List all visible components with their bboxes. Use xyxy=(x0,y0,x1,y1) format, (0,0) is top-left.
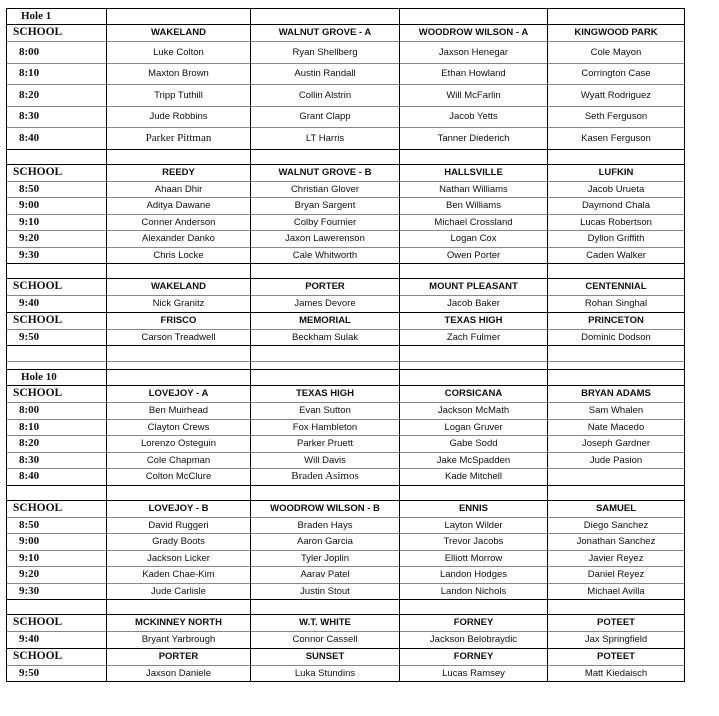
empty-cell xyxy=(251,264,400,279)
empty-cell xyxy=(548,485,685,500)
tee-time: 9:20 xyxy=(7,567,107,584)
empty-cell xyxy=(7,600,107,615)
tee-time-sheet xyxy=(6,8,685,682)
hole-title-row xyxy=(7,370,685,386)
tee-time: 8:30 xyxy=(7,452,107,469)
hole-title: Hole 10 xyxy=(7,370,107,386)
empty-cell xyxy=(107,485,251,500)
school-header-row xyxy=(7,386,685,403)
tee-time: 9:40 xyxy=(7,632,107,649)
player-name: Jonathan Sanchez xyxy=(548,534,685,551)
school-header-row xyxy=(7,312,685,329)
player-name: Daniel Reyez xyxy=(548,567,685,584)
school-name: SAMUEL xyxy=(548,500,685,517)
tee-time: 8:50 xyxy=(7,517,107,534)
player-name: Jacob Yetts xyxy=(400,106,548,128)
school-label: SCHOOL xyxy=(7,312,107,329)
player-name: Jax Springfield xyxy=(548,632,685,649)
player-name: Jude Robbins xyxy=(107,106,251,128)
player-name: Collin Alstrin xyxy=(251,85,400,107)
player-name: Michael Avilla xyxy=(548,583,685,600)
empty-cell xyxy=(107,370,251,386)
player-name: Alexander Danko xyxy=(107,231,251,248)
school-name: LOVEJOY - A xyxy=(107,386,251,403)
school-label: SCHOOL xyxy=(7,279,107,296)
empty-cell xyxy=(548,9,685,25)
tee-time: 8:00 xyxy=(7,403,107,420)
school-name: MCKINNEY NORTH xyxy=(107,615,251,632)
empty-cell xyxy=(548,600,685,615)
player-name: Jaxson Daniele xyxy=(107,665,251,682)
player-name: Grant Clapp xyxy=(251,106,400,128)
empty-cell xyxy=(548,149,685,164)
player-name: David Ruggeri xyxy=(107,517,251,534)
player-name: Sam Whalen xyxy=(548,403,685,420)
player-name: Carson Treadwell xyxy=(107,329,251,346)
player-name: Clayton Crews xyxy=(107,419,251,436)
tee-time: 9:00 xyxy=(7,198,107,215)
player-name: Kade Mitchell xyxy=(400,469,548,486)
tee-time-row xyxy=(7,198,685,215)
school-name: PRINCETON xyxy=(548,312,685,329)
school-name: POTEET xyxy=(548,615,685,632)
tee-time-row xyxy=(7,550,685,567)
empty-cell xyxy=(7,346,107,362)
spacer-row xyxy=(7,346,685,362)
player-name: Gabe Sodd xyxy=(400,436,548,453)
school-name: W.T. WHITE xyxy=(251,615,400,632)
player-name: Lucas Ramsey xyxy=(400,665,548,682)
player-name: Maxton Brown xyxy=(107,63,251,85)
tee-time-row xyxy=(7,534,685,551)
school-name: SUNSET xyxy=(251,648,400,665)
player-name: Nick Granitz xyxy=(107,296,251,313)
player-name: Colton McClure xyxy=(107,469,251,486)
player-name: Landon Hodges xyxy=(400,567,548,584)
player-name: Justin Stout xyxy=(251,583,400,600)
player-name: Jacob Urueta xyxy=(548,181,685,198)
player-name: Cole Mayon xyxy=(548,42,685,64)
empty-cell xyxy=(107,9,251,25)
school-name: WAKELAND xyxy=(107,25,251,42)
player-name: Ben Muirhead xyxy=(107,403,251,420)
player-name: Ryan Shellberg xyxy=(251,42,400,64)
player-name: Luka Stundins xyxy=(251,665,400,682)
tee-time: 8:40 xyxy=(7,469,107,486)
empty-cell xyxy=(107,362,251,370)
tee-time-row xyxy=(7,436,685,453)
empty-cell xyxy=(107,149,251,164)
empty-cell xyxy=(107,346,251,362)
player-name: Parker Pittman xyxy=(107,128,251,150)
tee-time: 9:10 xyxy=(7,214,107,231)
tee-time: 8:20 xyxy=(7,436,107,453)
empty-cell xyxy=(548,370,685,386)
empty-cell xyxy=(400,362,548,370)
player-name: Jackson Licker xyxy=(107,550,251,567)
player-name: Logan Gruver xyxy=(400,419,548,436)
school-name: PORTER xyxy=(251,279,400,296)
player-name: Chris Locke xyxy=(107,247,251,264)
tee-time: 8:00 xyxy=(7,42,107,64)
tee-time-row xyxy=(7,665,685,682)
school-header-row xyxy=(7,648,685,665)
player-name: Braden Asimos xyxy=(251,469,400,486)
tee-time: 9:00 xyxy=(7,534,107,551)
empty-cell xyxy=(7,485,107,500)
empty-cell xyxy=(400,370,548,386)
player-name: Aditya Dawane xyxy=(107,198,251,215)
player-name: Cale Whitworth xyxy=(251,247,400,264)
school-name: WOODROW WILSON - A xyxy=(400,25,548,42)
player-name: Jackson Belobraydic xyxy=(400,632,548,649)
player-name: Jackson McMath xyxy=(400,403,548,420)
player-name: Corrington Case xyxy=(548,63,685,85)
player-name: Daymond Chala xyxy=(548,198,685,215)
school-name: ENNIS xyxy=(400,500,548,517)
player-name: Tanner Diederich xyxy=(400,128,548,150)
player-name: Kaden Chae-Kim xyxy=(107,567,251,584)
school-name: FORNEY xyxy=(400,648,548,665)
player-name: Braden Hays xyxy=(251,517,400,534)
tee-time: 9:10 xyxy=(7,550,107,567)
player-name: Matt Kiedaisch xyxy=(548,665,685,682)
empty-cell xyxy=(251,370,400,386)
school-name: LOVEJOY - B xyxy=(107,500,251,517)
tee-time-row xyxy=(7,63,685,85)
player-name: Michael Crossland xyxy=(400,214,548,231)
player-name: Owen Porter xyxy=(400,247,548,264)
player-name: Rohan Singhal xyxy=(548,296,685,313)
player-name: Beckham Sulak xyxy=(251,329,400,346)
empty-cell xyxy=(251,485,400,500)
tee-time-row xyxy=(7,469,685,486)
school-name: CENTENNIAL xyxy=(548,279,685,296)
school-name: MOUNT PLEASANT xyxy=(400,279,548,296)
hole-title: Hole 1 xyxy=(7,9,107,25)
empty-cell xyxy=(548,362,685,370)
tee-time-row xyxy=(7,231,685,248)
player-name: James Devore xyxy=(251,296,400,313)
player-name: Kasen Ferguson xyxy=(548,128,685,150)
tee-time: 9:30 xyxy=(7,247,107,264)
player-name: Javier Reyez xyxy=(548,550,685,567)
player-name: Tripp Tuthill xyxy=(107,85,251,107)
player-name: Bryant Yarbrough xyxy=(107,632,251,649)
empty-cell xyxy=(400,346,548,362)
tee-time: 8:10 xyxy=(7,419,107,436)
tee-time: 8:20 xyxy=(7,85,107,107)
tee-time: 9:50 xyxy=(7,665,107,682)
player-name: Connor Cassell xyxy=(251,632,400,649)
school-header-row xyxy=(7,615,685,632)
school-header-row xyxy=(7,164,685,181)
empty-cell xyxy=(7,264,107,279)
tee-time-row xyxy=(7,106,685,128)
player-name: Diego Sanchez xyxy=(548,517,685,534)
tee-time: 8:10 xyxy=(7,63,107,85)
school-header-row xyxy=(7,25,685,42)
empty-cell xyxy=(251,600,400,615)
tee-time: 8:40 xyxy=(7,128,107,150)
player-name: Elliott Morrow xyxy=(400,550,548,567)
player-name: Ben Williams xyxy=(400,198,548,215)
empty-cell xyxy=(400,149,548,164)
player-name: Tyler Joplin xyxy=(251,550,400,567)
empty-cell xyxy=(400,9,548,25)
player-name: Nate Macedo xyxy=(548,419,685,436)
player-name: Landon Nichols xyxy=(400,583,548,600)
player-name: Austin Randall xyxy=(251,63,400,85)
tee-time-row xyxy=(7,632,685,649)
player-name: Grady Boots xyxy=(107,534,251,551)
tee-time-row xyxy=(7,214,685,231)
empty-cell xyxy=(107,600,251,615)
player-name: Will Davis xyxy=(251,452,400,469)
school-name: REEDY xyxy=(107,164,251,181)
tee-time-row xyxy=(7,419,685,436)
player-name: Joseph Gardner xyxy=(548,436,685,453)
empty-cell xyxy=(251,362,400,370)
player-name: Aarav Patel xyxy=(251,567,400,584)
empty-cell xyxy=(400,264,548,279)
player-name: Logan Cox xyxy=(400,231,548,248)
player-name: Colby Fournier xyxy=(251,214,400,231)
hole-title-row xyxy=(7,9,685,25)
empty-cell xyxy=(251,149,400,164)
school-name: FRISCO xyxy=(107,312,251,329)
school-header-row xyxy=(7,279,685,296)
tee-time: 9:50 xyxy=(7,329,107,346)
school-name: WALNUT GROVE - A xyxy=(251,25,400,42)
player-name: Seth Ferguson xyxy=(548,106,685,128)
empty-cell xyxy=(107,264,251,279)
tee-time: 9:20 xyxy=(7,231,107,248)
player-name: Cole Chapman xyxy=(107,452,251,469)
empty-cell xyxy=(251,346,400,362)
player-name: Will McFarlin xyxy=(400,85,548,107)
player-name: Trevor Jacobs xyxy=(400,534,548,551)
player-name: Jude Pasion xyxy=(548,452,685,469)
school-name: WOODROW WILSON - B xyxy=(251,500,400,517)
school-label: SCHOOL xyxy=(7,25,107,42)
school-name: KINGWOOD PARK xyxy=(548,25,685,42)
tee-time-row xyxy=(7,42,685,64)
player-name: Evan Sutton xyxy=(251,403,400,420)
tee-time-row xyxy=(7,403,685,420)
player-name: Lorenzo Osteguin xyxy=(107,436,251,453)
player-name: Zach Fulmer xyxy=(400,329,548,346)
spacer-row xyxy=(7,149,685,164)
school-name: TEXAS HIGH xyxy=(251,386,400,403)
tee-time-row xyxy=(7,247,685,264)
player-name: Parker Pruett xyxy=(251,436,400,453)
empty-cell xyxy=(400,600,548,615)
tee-time-row xyxy=(7,296,685,313)
tee-time-row xyxy=(7,452,685,469)
player-name: LT Harris xyxy=(251,128,400,150)
player-name: Dyllon Griffith xyxy=(548,231,685,248)
player-name: Luke Colton xyxy=(107,42,251,64)
tee-time: 9:30 xyxy=(7,583,107,600)
spacer-row xyxy=(7,362,685,370)
school-name: HALLSVILLE xyxy=(400,164,548,181)
player-name: Jake McSpadden xyxy=(400,452,548,469)
empty-cell xyxy=(400,485,548,500)
school-name: LUFKIN xyxy=(548,164,685,181)
school-header-row xyxy=(7,500,685,517)
school-name: PORTER xyxy=(107,648,251,665)
spacer-row xyxy=(7,600,685,615)
player-name: Caden Walker xyxy=(548,247,685,264)
school-name: FORNEY xyxy=(400,615,548,632)
spacer-row xyxy=(7,485,685,500)
school-label: SCHOOL xyxy=(7,386,107,403)
player-name: Ahaan Dhir xyxy=(107,181,251,198)
player-name: Dominic Dodson xyxy=(548,329,685,346)
player-name: Christian Glover xyxy=(251,181,400,198)
school-label: SCHOOL xyxy=(7,500,107,517)
tee-time: 8:30 xyxy=(7,106,107,128)
player-name: Jaxon Lawerenson xyxy=(251,231,400,248)
tee-time-row xyxy=(7,128,685,150)
school-label: SCHOOL xyxy=(7,648,107,665)
tee-time-row xyxy=(7,567,685,584)
school-name: WALNUT GROVE - B xyxy=(251,164,400,181)
player-name: Lucas Robertson xyxy=(548,214,685,231)
school-name: TEXAS HIGH xyxy=(400,312,548,329)
tee-time: 9:40 xyxy=(7,296,107,313)
player-name: Jacob Baker xyxy=(400,296,548,313)
school-label: SCHOOL xyxy=(7,615,107,632)
school-name: MEMORIAL xyxy=(251,312,400,329)
player-name: Jude Carlisle xyxy=(107,583,251,600)
player-name: Wyatt Rodriguez xyxy=(548,85,685,107)
player-name: Bryan Sargent xyxy=(251,198,400,215)
empty-cell xyxy=(251,9,400,25)
empty-cell xyxy=(7,149,107,164)
player-name: Nathan Williams xyxy=(400,181,548,198)
tee-time-row xyxy=(7,85,685,107)
tee-time-row xyxy=(7,583,685,600)
tee-time-row xyxy=(7,181,685,198)
school-name: WAKELAND xyxy=(107,279,251,296)
empty-cell xyxy=(7,362,107,370)
player-name: Jaxson Henegar xyxy=(400,42,548,64)
player-name: Aaron Garcia xyxy=(251,534,400,551)
empty-cell xyxy=(548,264,685,279)
tee-time-row xyxy=(7,329,685,346)
player-name: Ethan Howland xyxy=(400,63,548,85)
player-name: Conner Anderson xyxy=(107,214,251,231)
school-label: SCHOOL xyxy=(7,164,107,181)
tee-time: 8:50 xyxy=(7,181,107,198)
empty-cell xyxy=(548,346,685,362)
school-name: CORSICANA xyxy=(400,386,548,403)
spacer-row xyxy=(7,264,685,279)
tee-time-row xyxy=(7,517,685,534)
player-name: Layton Wilder xyxy=(400,517,548,534)
school-name: BRYAN ADAMS xyxy=(548,386,685,403)
player-name xyxy=(548,469,685,486)
player-name: Fox Hambleton xyxy=(251,419,400,436)
school-name: POTEET xyxy=(548,648,685,665)
